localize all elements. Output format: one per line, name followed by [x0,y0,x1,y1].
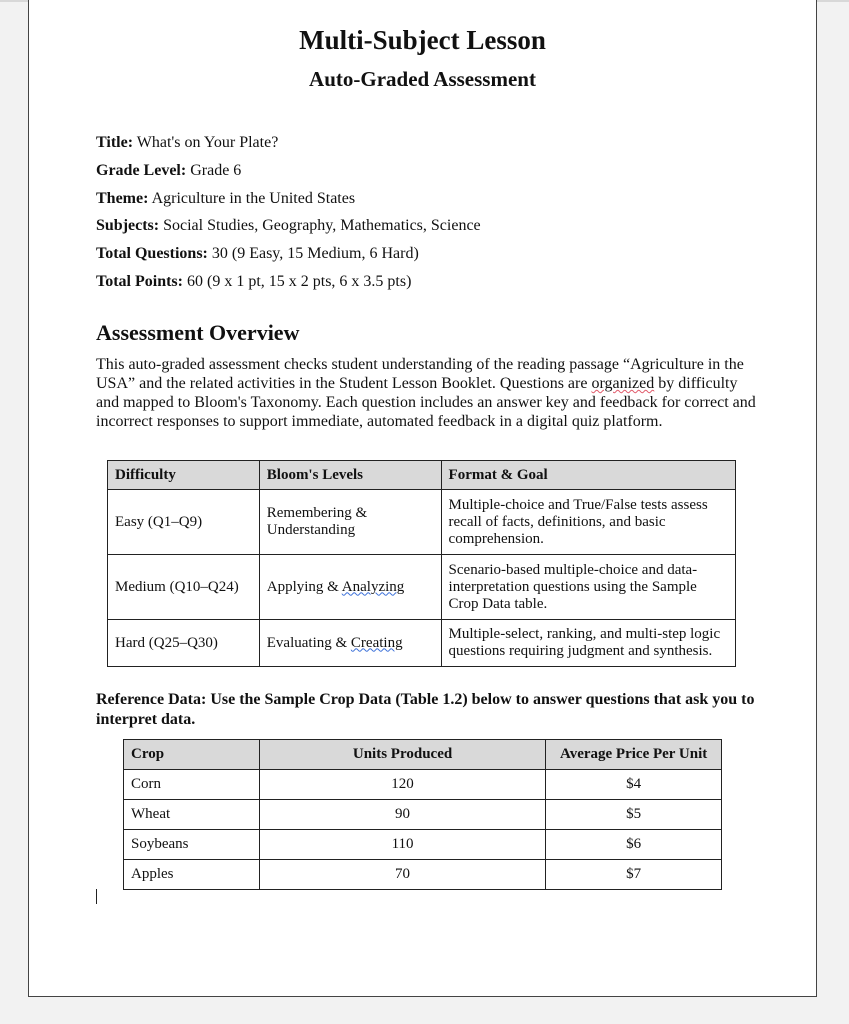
text-cursor [96,889,97,904]
meta-theme [96,185,481,213]
table-row [108,555,736,620]
table-row [108,620,736,667]
meta-label: Title: [96,134,134,151]
column-header: Crop [124,740,260,770]
meta-value: 30 (9 Easy, 15 Medium, 6 Hard) [211,245,419,263]
bloom-cell: Remembering & Understanding [259,490,441,555]
document-subtitle: Auto-Graded Assessment [309,67,536,91]
table-header-row [108,461,736,490]
meta-label: Grade Level: [96,161,187,179]
bloom-prefix: Evaluating & [266,634,351,651]
crop-cell: Apples [124,860,260,890]
table-row [124,830,722,860]
format-cell: Multiple-select, ranking, and multi-step logic questions requiring judgment and synthesis. [441,620,735,667]
price-cell: $6 [546,830,722,860]
units-cell: 110 [259,830,545,860]
spellcheck-flagged-word[interactable]: organized [591,375,655,392]
document-title: Multi-Subject Lesson [299,25,546,55]
column-header: Difficulty [108,461,260,490]
meta-value: 60 (9 x 1 pt, 15 x 2 pts, 6 x 3.5 pts) [186,272,412,290]
crop-cell: Corn [124,770,260,800]
document-page[interactable] [28,0,817,997]
reference-data-note: Reference Data: Use the Sample Crop Data (Table 1.2) below to answer questions that ask you to interpret data. [96,691,755,728]
table-row [108,490,736,555]
meta-value: Agriculture in the United States [151,189,356,207]
meta-value: Social Studies, Geography, Mathematics, Science [163,217,481,235]
grammar-flagged-word[interactable]: Creating [350,634,403,651]
column-header: Bloom's Levels [259,461,441,490]
meta-title [96,129,481,157]
overview-text-end: by difficulty and mapped to Bloom's Taxonomy. Each question includes an answer key and feedback for correct and incorrect responses to support immediate, automated feedback in a digital quiz platform. [96,375,756,430]
format-cell: Multiple-choice and True/False tests assess recall of facts, definitions, and basic comprehension. [441,490,735,555]
price-cell: $4 [546,770,722,800]
units-cell: 70 [259,860,545,890]
bloom-prefix: Applying & [266,578,342,595]
difficulty-cell: Easy (Q1–Q9) [108,490,260,555]
overview-text-start: This auto-graded assessment checks student understanding of the reading passage “Agriculture in the USA” and the related activities in the Student Lesson Booklet. Questions are [96,356,744,392]
difficulty-table [107,460,736,667]
grammar-flagged-word[interactable]: Analyzing [341,578,405,595]
meta-value: Grade 6 [190,161,242,179]
difficulty-cell: Hard (Q25–Q30) [108,620,260,667]
lesson-metadata [96,129,481,296]
meta-total-points [96,268,481,296]
bloom-cell [259,555,441,620]
section-heading-overview: Assessment Overview [96,320,300,345]
overview-paragraph [96,355,756,431]
crop-cell: Wheat [124,800,260,830]
meta-value: What's on Your Plate? [136,134,279,151]
meta-label: Total Points: [96,272,183,290]
meta-label: Subjects: [96,217,160,235]
format-cell: Scenario-based multiple-choice and data-interpretation questions using the Sample Crop Data table. [441,555,735,620]
price-cell: $5 [546,800,722,830]
table-header-row [124,740,722,770]
column-header: Average Price Per Unit [546,740,722,770]
crop-cell: Soybeans [124,830,260,860]
meta-label: Theme: [96,189,149,207]
difficulty-cell: Medium (Q10–Q24) [108,555,260,620]
crop-data-table [123,739,722,890]
meta-grade-level [96,157,481,185]
table-row [124,800,722,830]
meta-label: Total Questions: [96,245,208,263]
bloom-cell [259,620,441,667]
units-cell: 90 [259,800,545,830]
units-cell: 120 [259,770,545,800]
meta-subjects [96,212,481,240]
table-row [124,860,722,890]
meta-total-questions [96,240,481,268]
table-row [124,770,722,800]
price-cell: $7 [546,860,722,890]
column-header: Units Produced [259,740,545,770]
column-header: Format & Goal [441,461,735,490]
